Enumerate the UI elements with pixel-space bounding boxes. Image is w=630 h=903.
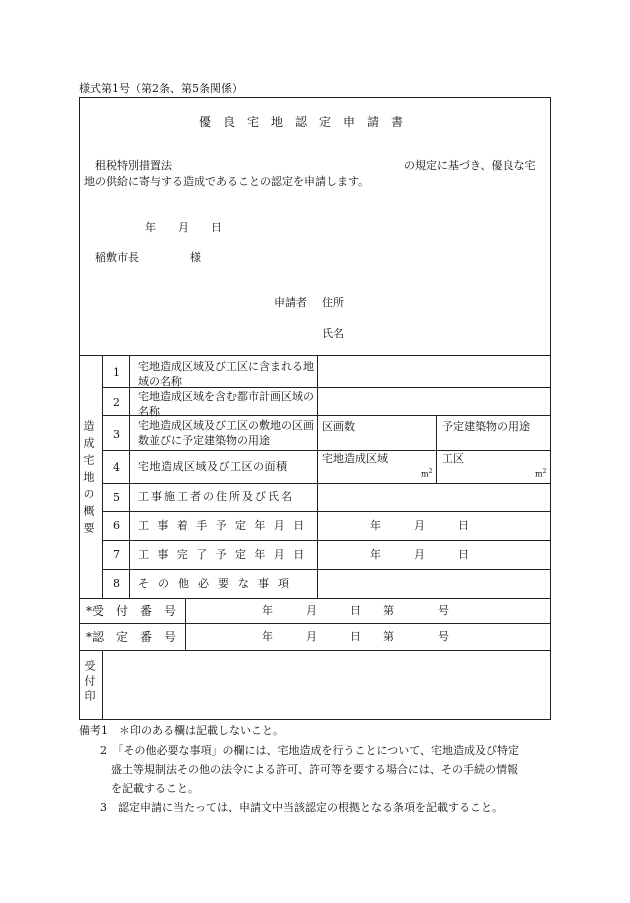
overview-num-divider [129,355,130,598]
plots-count-label: 区画数 [322,420,355,433]
row-label: そ の 他 必 要 な 事 項 [138,577,288,590]
intro-line1-left: 租税特別措置法 [95,159,172,172]
row-number: 1 [113,366,120,379]
overview-row-rule [102,483,550,484]
note-3: 3 認定申請に当たっては、申請文中当該認定の根拠となる条項を記載すること。 [100,801,503,814]
stamp-divider [102,650,103,720]
frame-bottom [79,719,551,720]
reception-number-value: 年 月 日 第 号 [262,604,449,617]
overview-label-divider [317,355,318,598]
frame-right [550,97,551,720]
intro-line2: 地の供給に寄与する造成であることの認定を申請します。 [84,175,370,188]
overview-subcol-divider [436,415,437,483]
area-section-label: 工区 [442,452,464,465]
row-label: 宅地造成区域を含む都市計画区域の名称 [138,390,314,418]
overview-row-rule [102,540,550,541]
frame-top [79,97,551,98]
applicant-label: 申請者 [274,296,307,309]
date-line: 年 月 日 [145,221,222,234]
row-number: 5 [113,491,120,504]
row-label: 宅地造成区域及び工区の面積 [138,460,288,473]
certification-number-label: *認 定 番 号 [86,630,177,644]
row-label: 工 事 完 了 予 定 年 月 日 [138,548,303,561]
row-number: 4 [113,461,120,474]
row-label: 工 事 着 手 予 定 年 月 日 [138,519,303,532]
row-number: 6 [113,519,120,532]
area-unit: $m^2$ [535,468,547,479]
certification-rule [79,650,551,651]
area-unit: $m^2$ [421,468,433,479]
reception-divider [185,598,186,650]
reception-number-label: *受 付 番 号 [86,604,177,618]
stamp-label: 受付印 [83,660,96,705]
addressee-honorific: 様 [190,251,201,264]
overview-bottom-rule [79,598,551,599]
start-date-fill: 年 月 日 [370,519,469,532]
row-label: 宅地造成区域及び工区に含まれる地域の名称 [138,360,314,388]
reception-rule [79,623,551,624]
form-title: 優 良 宅 地 認 定 申 請 書 [199,115,404,129]
overview-top-rule [79,355,551,356]
form-label: 様式第1号（第2条、第5条関係） [79,82,243,95]
overview-side-label: 造成宅地の概要 [82,420,95,539]
row-number: 7 [113,548,120,561]
note-1: 備考1 ＊印のある欄は記載しないこと。 [79,724,284,737]
overview-row-rule [102,569,550,570]
overview-row-rule [102,450,550,451]
row-number: 8 [113,577,120,590]
completion-date-fill: 年 月 日 [370,548,469,561]
row-label: 工事施工者の住所及び氏名 [138,490,294,503]
frame-left [79,97,80,720]
area-development-label: 宅地造成区域 [322,452,388,465]
intro-line1-right: の規定に基づき、優良な宅 [404,159,536,172]
row-number: 2 [113,396,120,409]
applicant-name-label: 氏名 [322,327,344,340]
planned-use-label: 予定建築物の用途 [442,420,530,433]
overview-row-rule [102,511,550,512]
applicant-address-label: 住所 [322,296,344,309]
note-2-cont: 盛土等規制法その他の法令による許可、許可等を要する場合には、その手続の情報 [111,763,518,776]
row-number: 3 [113,428,120,441]
certification-number-value: 年 月 日 第 号 [262,630,449,643]
row-label: 宅地造成区域及び工区の敷地の区画数並びに予定建築物の用途 [138,419,314,447]
overview-side-divider [102,355,103,598]
note-2: 2 「その他必要な事項」の欄には、宅地造成を行うことについて、宅地造成及び特定 [100,744,520,757]
addressee-name: 稲敷市長 [95,251,139,264]
note-2-cont: を記載すること。 [111,782,199,795]
